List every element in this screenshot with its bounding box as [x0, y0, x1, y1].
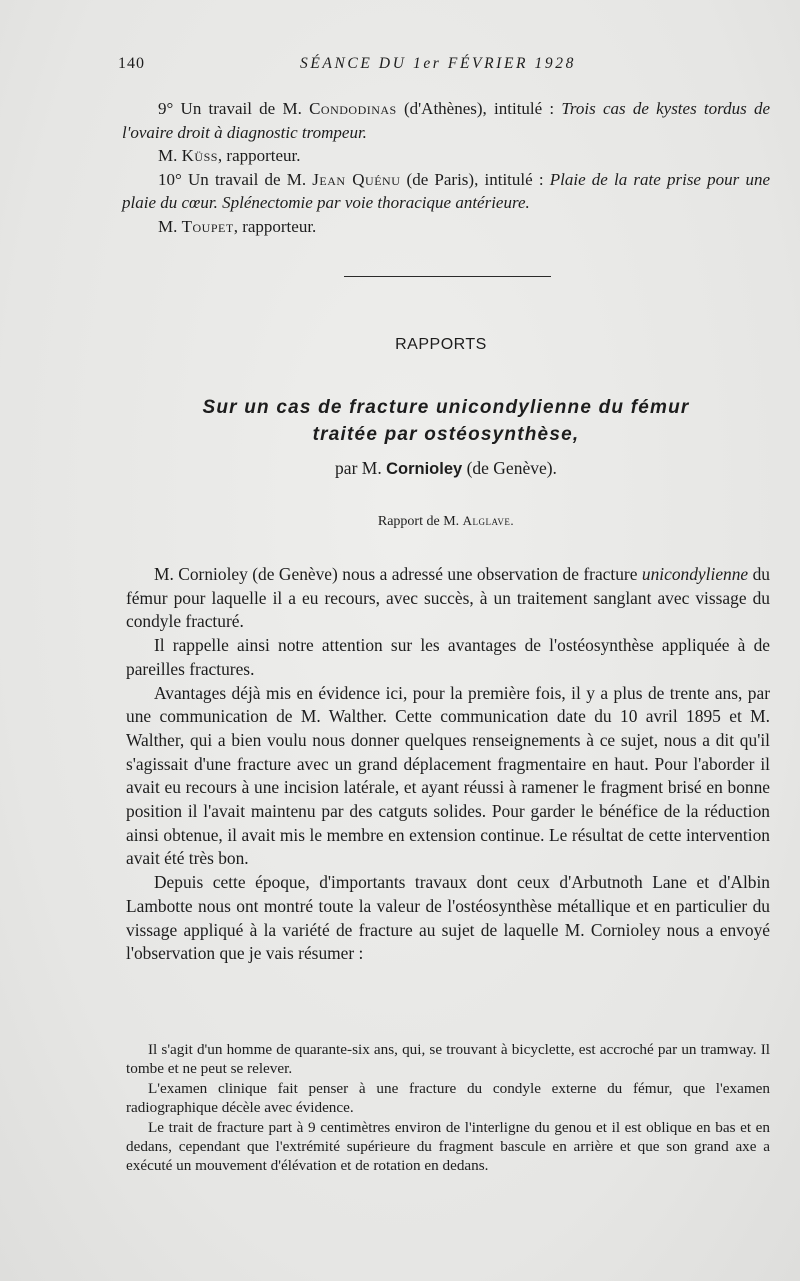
observation-summary: [126, 1040, 770, 1176]
article-title-line-2: traitée par ostéosynthèse,: [312, 424, 580, 445]
paragraph: Depuis cette époque, d'importants travaux dont ceux d'Arbutnoth Lane et d'Albin Lambotte nous ont montré toute la valeur de l'ostéosynthèse métallique et en particulier du vissage appliqué à la variété de fracture au sujet de laquelle M. Cornioley nous a envoyé l'observation que je vais résumer :: [126, 872, 770, 964]
report-author: Alglave.: [462, 513, 515, 528]
article-title: [122, 394, 770, 448]
byline-suffix: (de Genève).: [462, 458, 557, 478]
byline-author: Cornioley: [386, 460, 463, 478]
item-number: 10°: [158, 169, 182, 189]
item-title: Trois cas de kystes tordus de l'ovaire droit à diagnostic trompeur.: [122, 99, 771, 142]
reporter-name: Toupet: [181, 216, 234, 236]
report-attribution: [122, 513, 770, 530]
item-9: [122, 97, 770, 144]
item-text: (d'Athènes), intitulé :: [396, 99, 562, 118]
item-author: Jean Quénu: [312, 169, 401, 189]
item-10-reporter: [122, 215, 770, 239]
section-divider: [344, 276, 551, 277]
item-text: Un travail de M.: [173, 99, 310, 118]
paragraph: Avantages déjà mis en évidence ici, pour la première fois, il y a plus de trente ans, par une communication de M. Walther. Cette communication date du 10 avril 1895 et M. Walther, qui a bien voulu nous donner quelques renseignements à ce sujet, nous a dit qu'il s'agissait d'une fracture avec un grand déplacement fragmentaire en haut. Pour l'aborder il avait eu recours à une incision latérale, et ayant réussi à ramener le fragment brisé en bonne position il l'avait maintenu par des catguts solides. Pour garder le bénéfice de la réduction ainsi obtenue, il avait mis le membre en extension continue. Le résultat de cette intervention avait été très bon.: [126, 682, 770, 869]
byline-prefix: par M.: [335, 458, 387, 478]
page-number: 140: [118, 55, 145, 72]
running-title: SÉANCE DU 1er FÉVRIER 1928: [300, 55, 576, 72]
item-number: 9°: [158, 99, 174, 118]
paragraph-text: M. Cornioley (de Genève) nous a adressé une observation de fracture: [154, 564, 642, 584]
reporter-suffix: , rapporteur.: [217, 146, 301, 165]
paragraph: [126, 563, 770, 634]
article-title-line-1: Sur un cas de fracture unicondylienne du fémur: [202, 397, 690, 418]
paragraph-text: du fémur pour laquelle il a eu recours, avec succès, à un traitement sanglant avec vissage du condyle fracturé.: [126, 564, 770, 632]
byline: [122, 458, 770, 479]
reporter-suffix: , rapporteur.: [233, 216, 317, 236]
observation-paragraph: Il s'agit d'un homme de quarante-six ans, qui, se trouvant à bicyclette, est accroché par un tramway. Il tombe et ne peut se relever.: [126, 1041, 770, 1078]
paragraph-italic: unicondylienne: [641, 564, 749, 584]
observation-paragraph: Le trait de fracture part à 9 centimètres environ de l'interligne du genou et il est oblique en bas et en dedans, cependant que l'extrémité supérieure du fragment bascule en arrière et que son grand axe a exécuté un mouvement d'élévation et de rotation en dedans.: [126, 1118, 770, 1175]
item-10: [122, 168, 770, 215]
paragraph: Il rappelle ainsi notre attention sur les avantages de l'ostéosynthèse appliquée à de pareilles fractures.: [126, 635, 770, 679]
section-title: RAPPORTS: [395, 336, 487, 353]
announcements: [122, 97, 770, 238]
item-text: (de Paris), intitulé :: [400, 169, 550, 189]
item-title: Plaie de la rate prise pour une plaie du cœur. Splénectomie par voie thoracique antérieure.: [122, 169, 770, 212]
reporter-prefix: M.: [158, 216, 182, 236]
running-head: [118, 55, 760, 79]
observation-paragraph: L'examen clinique fait penser à une fracture du condyle externe du fémur, que l'examen radiographique décèle avec évidence.: [126, 1079, 770, 1117]
item-9-reporter: [122, 144, 770, 168]
reporter-prefix: M.: [158, 146, 182, 165]
body-text: [126, 563, 770, 966]
item-author: Condodinas: [309, 99, 397, 118]
item-text: Un travail de M.: [181, 169, 313, 189]
reporter-name: Küss: [181, 146, 218, 165]
report-prefix: Rapport de M.: [377, 514, 463, 529]
